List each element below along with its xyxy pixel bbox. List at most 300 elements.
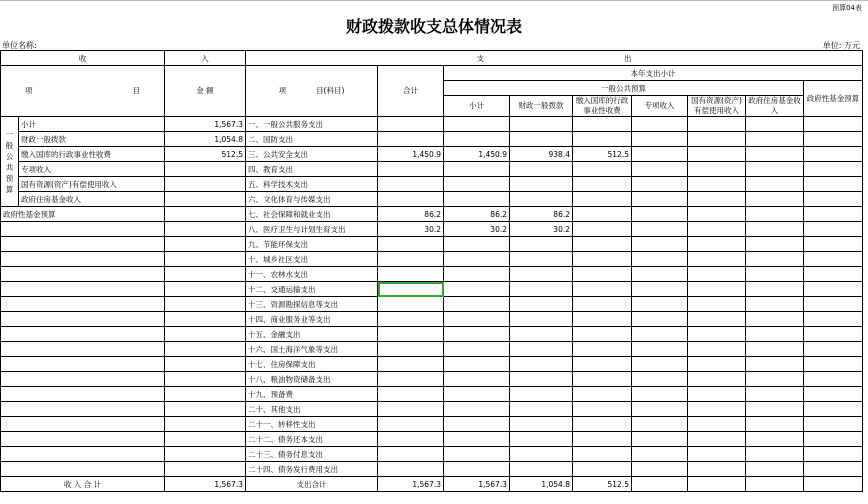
expense-item[interactable]: 一、一般公共服务支出 [246,117,378,132]
cell-total[interactable] [378,297,444,312]
cell-total[interactable] [378,462,444,477]
cell-fiscal-alloc[interactable] [510,387,573,402]
income-amount[interactable] [165,342,246,357]
cell-gov-fund-budget[interactable] [804,162,863,177]
expense-item[interactable]: 十三、资源勘探信息等支出 [246,297,378,312]
cell-subtotal[interactable] [444,237,510,252]
cell-total[interactable] [378,327,444,342]
cell-treasury-income[interactable] [573,267,632,282]
cell-subtotal[interactable] [444,342,510,357]
cell-gov-fund-budget[interactable] [804,387,863,402]
expense-item[interactable]: 十四、商业服务业等支出 [246,312,378,327]
cell-fiscal-alloc[interactable] [510,132,573,147]
cell-treasury-income[interactable] [573,222,632,237]
table-row [1,267,863,282]
cell-special-income[interactable] [632,462,688,477]
cell-treasury-income[interactable] [573,462,632,477]
cell-state-assets[interactable] [688,297,746,312]
cell-total[interactable] [378,237,444,252]
cell-state-assets[interactable] [688,177,746,192]
footer-fiscal-alloc[interactable]: 1,054.8 [510,477,573,492]
cell-fiscal-alloc[interactable]: 30.2 [510,222,573,237]
table-row [1,357,863,372]
cell-gov-fund-income[interactable] [746,132,804,147]
cell-total[interactable] [378,372,444,387]
cell-total[interactable] [378,387,444,402]
cell-treasury-income[interactable] [573,177,632,192]
cell-treasury-income[interactable] [573,117,632,132]
table-row [1,252,863,267]
income-amount[interactable] [165,177,246,192]
cell-treasury-income[interactable] [573,417,632,432]
cell-total[interactable] [378,447,444,462]
cell-gov-fund-budget[interactable] [804,297,863,312]
cell-state-assets[interactable] [688,372,746,387]
cell-treasury-income[interactable] [573,372,632,387]
footer-special-income[interactable] [632,477,688,492]
header-income: 收 [1,51,165,66]
cell-treasury-income[interactable] [573,132,632,147]
cell-state-assets[interactable] [688,147,746,162]
expense-item[interactable]: 九、节能环保支出 [246,237,378,252]
budget-number: 预算04表 [832,4,862,12]
cell-fiscal-alloc[interactable] [510,327,573,342]
cell-subtotal[interactable] [444,297,510,312]
cell-total[interactable] [378,177,444,192]
income-item[interactable]: 财政一般拨款 [19,132,165,147]
cell-special-income[interactable] [632,327,688,342]
table-row [1,387,863,402]
cell-subtotal[interactable] [444,327,510,342]
cell-gov-fund-income[interactable] [746,237,804,252]
cell-subtotal[interactable] [444,462,510,477]
cell-total[interactable] [378,432,444,447]
expense-item[interactable]: 五、科学技术支出 [246,177,378,192]
income-amount[interactable] [165,372,246,387]
header-year-subtotal: 本年支出小计 [444,66,863,81]
expense-item[interactable]: 八、医疗卫生与计划生育支出 [246,222,378,237]
expense-item[interactable]: 四、教育支出 [246,162,378,177]
cell-state-assets[interactable] [688,207,746,222]
expense-item[interactable]: 二十四、债务发行费用支出 [246,462,378,477]
cell-fiscal-alloc[interactable]: 86.2 [510,207,573,222]
table-row [1,342,863,357]
income-item[interactable] [1,417,165,432]
income-amount[interactable]: 1,054.8 [165,132,246,147]
cell-fiscal-alloc[interactable] [510,312,573,327]
table-row [1,447,863,462]
cell-special-income[interactable] [632,372,688,387]
income-amount[interactable] [165,192,246,207]
cell-state-assets[interactable] [688,162,746,177]
income-amount[interactable] [165,207,246,222]
cell-state-assets[interactable] [688,117,746,132]
cell-subtotal[interactable] [444,192,510,207]
cell-gov-fund-income[interactable] [746,147,804,162]
expense-item[interactable]: 七、社会保障和就业支出 [246,207,378,222]
cell-treasury-income[interactable] [573,447,632,462]
cell-gov-fund-budget[interactable] [804,342,863,357]
cell-state-assets[interactable] [688,387,746,402]
cell-subtotal[interactable] [444,372,510,387]
side-label-general-budget: 一般公共预算 [1,117,19,207]
cell-gov-fund-income[interactable] [746,462,804,477]
cell-total[interactable] [378,282,444,297]
cell-total[interactable]: 86.2 [378,207,444,222]
header-amount: 金 额 [165,66,246,117]
table-row [1,117,863,132]
cell-special-income[interactable] [632,162,688,177]
cell-treasury-income[interactable] [573,192,632,207]
cell-total[interactable] [378,357,444,372]
cell-total[interactable]: 30.2 [378,222,444,237]
cell-special-income[interactable] [632,282,688,297]
cell-special-income[interactable] [632,357,688,372]
cell-gov-fund-budget[interactable] [804,147,863,162]
cell-subtotal[interactable] [444,402,510,417]
expense-item[interactable]: 十六、国土海洋气象等支出 [246,342,378,357]
cell-gov-fund-income[interactable] [746,402,804,417]
cell-fiscal-alloc[interactable] [510,177,573,192]
cell-special-income[interactable] [632,297,688,312]
footer-gov-fund-budget[interactable] [804,477,863,492]
cell-gov-fund-income[interactable] [746,207,804,222]
expense-item[interactable]: 十二、交通运输支出 [246,282,378,297]
cell-subtotal[interactable] [444,312,510,327]
cell-gov-fund-budget[interactable] [804,117,863,132]
cell-gov-fund-income[interactable] [746,372,804,387]
income-item[interactable] [1,312,165,327]
cell-gov-fund-budget[interactable] [804,462,863,477]
cell-fiscal-alloc[interactable] [510,372,573,387]
footer-row [1,477,863,492]
cell-special-income[interactable] [632,177,688,192]
header-treasury-income: 缴入国库的行政事业性收费 [573,96,632,117]
cell-state-assets[interactable] [688,312,746,327]
income-amount[interactable] [165,282,246,297]
cell-state-assets[interactable] [688,252,746,267]
footer-total[interactable]: 1,567.3 [378,477,444,492]
income-item[interactable] [1,357,165,372]
cell-total[interactable] [378,267,444,282]
cell-fiscal-alloc[interactable] [510,462,573,477]
cell-gov-fund-budget[interactable] [804,252,863,267]
cell-subtotal[interactable]: 1,450.9 [444,147,510,162]
cell-treasury-income[interactable] [573,252,632,267]
cell-total[interactable] [378,312,444,327]
cell-state-assets[interactable] [688,267,746,282]
cell-special-income[interactable] [632,222,688,237]
cell-state-assets[interactable] [688,357,746,372]
cell-gov-fund-budget[interactable] [804,327,863,342]
income-amount[interactable] [165,402,246,417]
table-row [1,222,863,237]
cell-special-income[interactable] [632,312,688,327]
cell-special-income[interactable] [632,132,688,147]
footer-state-assets[interactable] [688,477,746,492]
cell-treasury-income[interactable] [573,207,632,222]
cell-fiscal-alloc[interactable] [510,357,573,372]
cell-total[interactable] [378,132,444,147]
cell-gov-fund-income[interactable] [746,192,804,207]
footer-subtotal[interactable]: 1,567.3 [444,477,510,492]
header-gov-fund-income: 政府住房基金收入 [746,96,804,117]
cell-subtotal[interactable] [444,132,510,147]
cell-fiscal-alloc[interactable] [510,447,573,462]
income-item[interactable]: 小计 [19,117,165,132]
expense-item[interactable]: 二十二、债务还本支出 [246,432,378,447]
income-item[interactable] [1,267,165,282]
cell-treasury-income[interactable] [573,237,632,252]
income-item[interactable] [1,222,165,237]
cell-gov-fund-budget[interactable] [804,357,863,372]
cell-total[interactable] [378,417,444,432]
cell-gov-fund-budget[interactable] [804,432,863,447]
cell-treasury-income[interactable] [573,327,632,342]
cell-gov-fund-budget[interactable] [804,312,863,327]
income-amount[interactable] [165,327,246,342]
table-row [1,417,863,432]
footer-gov-fund-income[interactable] [746,477,804,492]
cell-special-income[interactable] [632,447,688,462]
cell-total[interactable] [378,162,444,177]
cell-gov-fund-budget[interactable] [804,372,863,387]
cell-gov-fund-budget[interactable] [804,402,863,417]
cell-subtotal[interactable] [444,447,510,462]
cell-treasury-income[interactable] [573,387,632,402]
cell-gov-fund-budget[interactable] [804,282,863,297]
expense-item[interactable]: 十五、金融支出 [246,327,378,342]
cell-gov-fund-budget[interactable] [804,417,863,432]
cell-subtotal[interactable] [444,267,510,282]
cell-special-income[interactable] [632,147,688,162]
cell-treasury-income[interactable] [573,312,632,327]
cell-subtotal[interactable] [444,282,510,297]
cell-treasury-income[interactable] [573,162,632,177]
cell-state-assets[interactable] [688,402,746,417]
cell-total[interactable] [378,117,444,132]
expense-item[interactable]: 六、文化体育与传媒支出 [246,192,378,207]
expense-item[interactable]: 十七、住房保障支出 [246,357,378,372]
income-item[interactable] [1,342,165,357]
header-fiscal-alloc: 财政一般拨款 [510,96,573,117]
cell-gov-fund-income[interactable] [746,417,804,432]
income-total-label: 收 入 合 计 [1,477,165,492]
cell-total[interactable] [378,402,444,417]
cell-treasury-income[interactable] [573,342,632,357]
cell-total[interactable]: 1,450.9 [378,147,444,162]
cell-special-income[interactable] [632,417,688,432]
cell-gov-fund-income[interactable] [746,282,804,297]
cell-fiscal-alloc[interactable] [510,342,573,357]
cell-treasury-income[interactable]: 512.5 [573,147,632,162]
income-item[interactable]: 政府住房基金收入 [19,192,165,207]
cell-subtotal[interactable] [444,387,510,402]
cell-subtotal[interactable] [444,357,510,372]
cell-fiscal-alloc[interactable] [510,282,573,297]
income-amount[interactable] [165,237,246,252]
cell-subtotal[interactable]: 30.2 [444,222,510,237]
income-item[interactable]: 专项收入 [19,162,165,177]
cell-special-income[interactable] [632,342,688,357]
cell-special-income[interactable] [632,252,688,267]
income-amount[interactable] [165,252,246,267]
cell-state-assets[interactable] [688,462,746,477]
cell-gov-fund-income[interactable] [746,312,804,327]
income-item[interactable] [1,237,165,252]
cell-fiscal-alloc[interactable] [510,162,573,177]
cell-gov-fund-income[interactable] [746,357,804,372]
table-row [1,207,863,222]
income-item[interactable] [1,402,165,417]
expense-item[interactable]: 十九、预备费 [246,387,378,402]
cell-gov-fund-income[interactable] [746,162,804,177]
cell-special-income[interactable] [632,192,688,207]
cell-state-assets[interactable] [688,192,746,207]
cell-special-income[interactable] [632,207,688,222]
cell-special-income[interactable] [632,387,688,402]
income-item[interactable]: 缴入国库的行政事业性收费 [19,147,165,162]
income-amount[interactable] [165,417,246,432]
expense-item[interactable]: 十一、农林水支出 [246,267,378,282]
header-special-income: 专项收入 [632,96,688,117]
income-item[interactable] [1,372,165,387]
cell-gov-fund-income[interactable] [746,327,804,342]
cell-special-income[interactable] [632,402,688,417]
expense-item[interactable]: 十八、粮油物资储备支出 [246,372,378,387]
cell-state-assets[interactable] [688,417,746,432]
cell-total[interactable] [378,192,444,207]
header-expense: 支 出 [246,51,863,66]
cell-special-income[interactable] [632,117,688,132]
income-item[interactable] [1,297,165,312]
cell-special-income[interactable] [632,267,688,282]
income-item[interactable] [1,462,165,477]
income-item[interactable] [1,282,165,297]
income-item[interactable] [1,252,165,267]
cell-gov-fund-income[interactable] [746,117,804,132]
cell-gov-fund-income[interactable] [746,252,804,267]
income-amount[interactable] [165,312,246,327]
income-amount[interactable] [165,357,246,372]
cell-fiscal-alloc[interactable]: 938.4 [510,147,573,162]
cell-treasury-income[interactable] [573,357,632,372]
cell-fiscal-alloc[interactable] [510,192,573,207]
cell-special-income[interactable] [632,237,688,252]
expense-item[interactable]: 三、公共安全支出 [246,147,378,162]
cell-gov-fund-income[interactable] [746,297,804,312]
cell-gov-fund-budget[interactable] [804,207,863,222]
income-amount[interactable] [165,432,246,447]
cell-gov-fund-income[interactable] [746,447,804,462]
cell-special-income[interactable] [632,432,688,447]
cell-subtotal[interactable] [444,417,510,432]
cell-subtotal[interactable]: 86.2 [444,207,510,222]
cell-state-assets[interactable] [688,222,746,237]
income-total[interactable]: 1,567.3 [165,477,246,492]
expense-item[interactable]: 二十一、转移性支出 [246,417,378,432]
expense-item[interactable]: 十、城乡社区支出 [246,252,378,267]
cell-treasury-income[interactable] [573,432,632,447]
header-total: 合计 [378,66,444,117]
cell-fiscal-alloc[interactable] [510,237,573,252]
cell-state-assets[interactable] [688,237,746,252]
cell-gov-fund-budget[interactable] [804,192,863,207]
income-amount[interactable] [165,297,246,312]
income-amount[interactable] [165,222,246,237]
cell-total[interactable] [378,342,444,357]
cell-subtotal[interactable] [444,117,510,132]
cell-fiscal-alloc[interactable] [510,117,573,132]
cell-fiscal-alloc[interactable] [510,252,573,267]
cell-state-assets[interactable] [688,327,746,342]
cell-treasury-income[interactable] [573,402,632,417]
cell-fiscal-alloc[interactable] [510,417,573,432]
cell-fiscal-alloc[interactable] [510,267,573,282]
cell-gov-fund-budget[interactable] [804,267,863,282]
cell-state-assets[interactable] [688,447,746,462]
income-amount[interactable] [165,387,246,402]
finance-table [0,50,863,492]
cell-total[interactable] [378,252,444,267]
income-item[interactable] [1,387,165,402]
cell-gov-fund-budget[interactable] [804,447,863,462]
cell-gov-fund-income[interactable] [746,267,804,282]
income-item[interactable] [1,327,165,342]
cell-subtotal[interactable] [444,252,510,267]
cell-treasury-income[interactable] [573,282,632,297]
expense-item[interactable]: 二十三、债务付息支出 [246,447,378,462]
income-amount[interactable] [165,447,246,462]
cell-gov-fund-income[interactable] [746,387,804,402]
income-amount[interactable] [165,162,246,177]
cell-gov-fund-income[interactable] [746,342,804,357]
income-item[interactable] [1,432,165,447]
income-amount[interactable]: 512.5 [165,147,246,162]
cell-fiscal-alloc[interactable] [510,432,573,447]
income-amount[interactable] [165,462,246,477]
cell-state-assets[interactable] [688,132,746,147]
cell-gov-fund-budget[interactable] [804,177,863,192]
cell-gov-fund-budget[interactable] [804,237,863,252]
cell-subtotal[interactable] [444,177,510,192]
income-item[interactable]: 国有资源(资产)有偿使用收入 [19,177,165,192]
unit-label: 单位: 万元 [822,41,860,50]
table-row [1,177,863,192]
income-amount[interactable]: 1,567.3 [165,117,246,132]
cell-fiscal-alloc[interactable] [510,297,573,312]
footer-treasury-income[interactable]: 512.5 [573,477,632,492]
cell-fiscal-alloc[interactable] [510,402,573,417]
cell-treasury-income[interactable] [573,297,632,312]
cell-state-assets[interactable] [688,432,746,447]
income-amount[interactable] [165,267,246,282]
cell-subtotal[interactable] [444,162,510,177]
cell-gov-fund-income[interactable] [746,177,804,192]
expense-item[interactable]: 二十、其他支出 [246,402,378,417]
cell-subtotal[interactable] [444,432,510,447]
table-row [1,282,863,297]
cell-gov-fund-budget[interactable] [804,222,863,237]
income-item[interactable]: 政府性基金预算 [1,207,165,222]
expense-item[interactable]: 二、国防支出 [246,132,378,147]
income-item[interactable] [1,447,165,462]
cell-gov-fund-income[interactable] [746,222,804,237]
cell-state-assets[interactable] [688,342,746,357]
cell-state-assets[interactable] [688,282,746,297]
cell-gov-fund-budget[interactable] [804,132,863,147]
cell-gov-fund-income[interactable] [746,432,804,447]
